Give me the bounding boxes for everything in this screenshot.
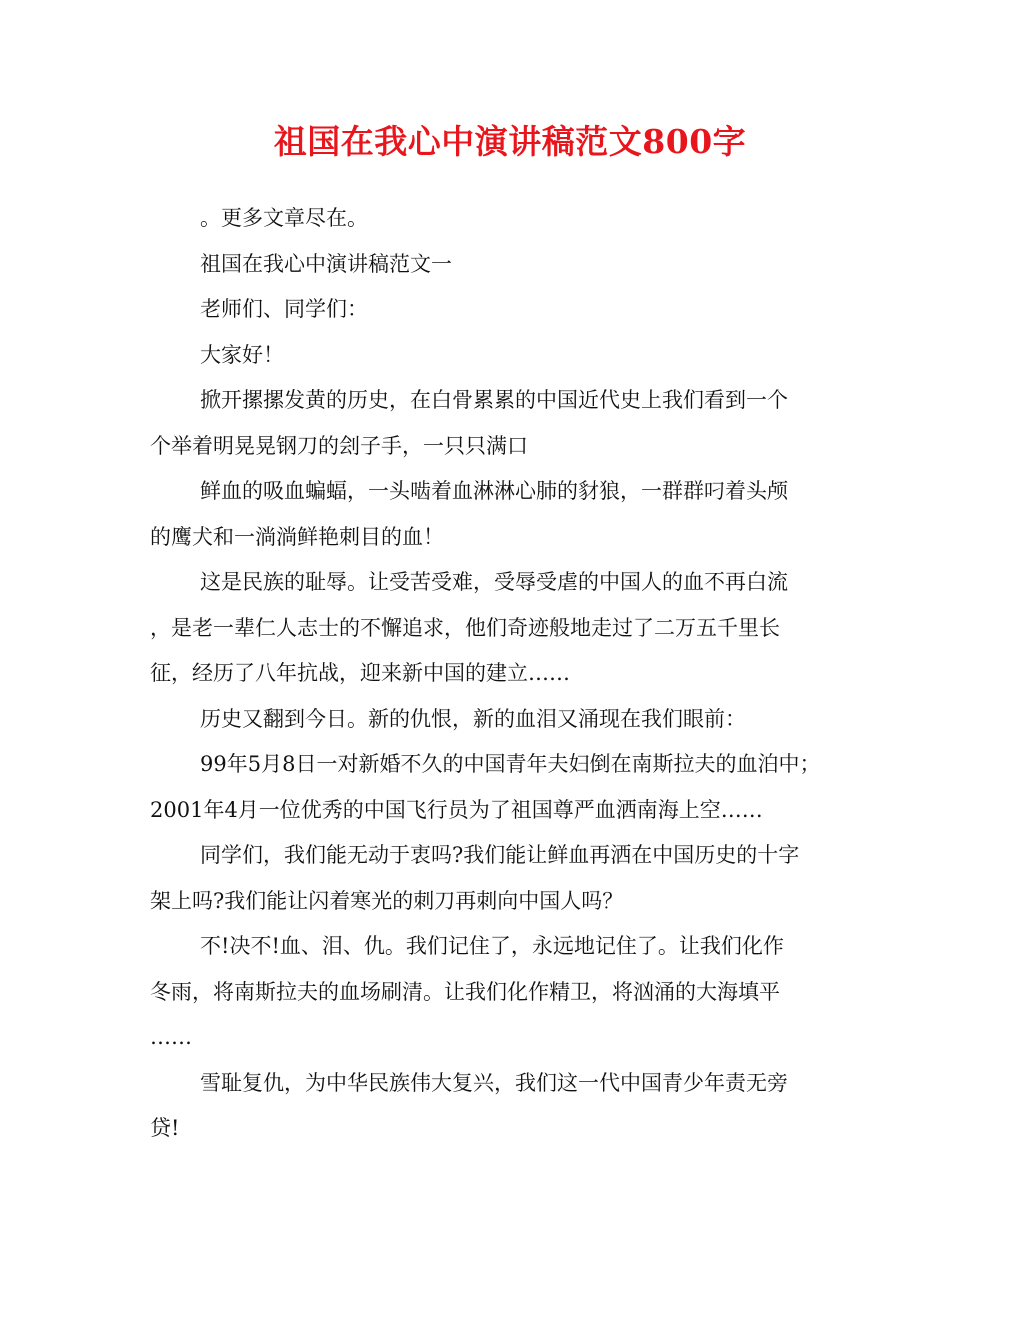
document-title: 祖国在我心中演讲稿范文800字 [273, 122, 747, 161]
paragraph-line: 这是民族的耻辱。让受苦受难，受辱受虐的中国人的血不再白流 [200, 570, 788, 594]
paragraph-line: …… [150, 1025, 192, 1049]
paragraph-line: 祖国在我心中演讲稿范文一 [200, 251, 452, 276]
paragraph-line: 雪耻复仇，为中华民族伟大复兴，我们这一代中国青少年责无旁 [200, 1070, 788, 1095]
paragraph-line: 冬雨，将南斯拉夫的血场刷清。让我们化作精卫，将汹涌的大海填平 [150, 979, 780, 1004]
paragraph-line: 贷! [150, 1116, 180, 1140]
paragraph-line: 大家好！ [200, 342, 284, 367]
paragraph-line: 架上吗?我们能让闪着寒光的刺刀再刺向中国人吗？ [150, 888, 624, 913]
paragraph-line: 同学们，我们能无动于衷吗?我们能让鲜血再洒在中国历史的十字 [200, 843, 800, 867]
paragraph-line: 鲜血的吸血蝙蝠，一头啮着血淋淋心肺的豺狼，一群群叼着头颅 [200, 479, 788, 503]
paragraph-line: 掀开摞摞发黄的历史，在白骨累累的中国近代史上我们看到一个 [200, 388, 788, 412]
document-body [150, 196, 870, 1152]
paragraph-line: 。更多文章尽在。 [200, 206, 368, 230]
paragraph-line: ，是老一辈仁人志士的不懈追求，他们奇迹般地走过了二万五千里长 [150, 615, 780, 640]
paragraph-line: 99年5月8日一对新婚不久的中国青年夫妇倒在南斯拉夫的血泊中； [200, 752, 821, 776]
paragraph-line: 老师们、同学们： [200, 297, 368, 321]
paragraph-line: 历史又翻到今日。新的仇恨，新的血泪又涌现在我们眼前： [200, 706, 746, 731]
paragraph-line: 征，经历了八年抗战，迎来新中国的建立…… [150, 661, 570, 685]
paragraph-line: 2001年4月一位优秀的中国飞行员为了祖国尊严血洒南海上空…… [150, 797, 763, 822]
paragraph-line: 不!决不!血、泪、仇。我们记住了，永远地记住了。让我们化作 [200, 934, 784, 958]
paragraph-line: 个举着明晃晃钢刀的刽子手，一只只满口 [150, 433, 528, 458]
paragraph-line: 的鹰犬和一淌淌鲜艳刺目的血！ [150, 524, 444, 549]
